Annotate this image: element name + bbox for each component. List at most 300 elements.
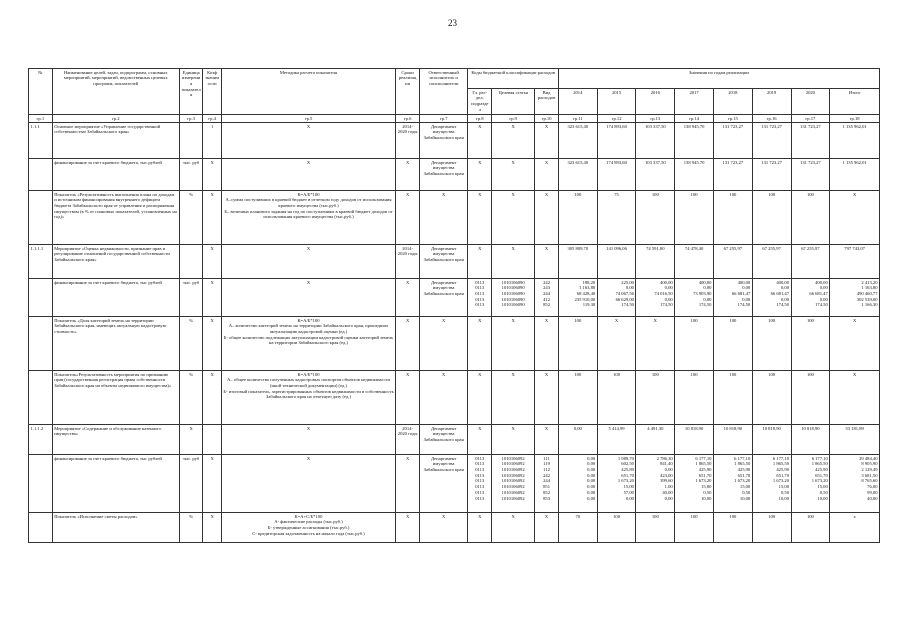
header-target-article: Целевая статья <box>492 89 535 115</box>
line-value: 2 786,30 <box>656 455 673 461</box>
col-number: гр.12 <box>597 115 636 123</box>
line-value: 651,70 <box>737 472 751 478</box>
line-value: 0,00 <box>664 466 673 472</box>
row-value: 100 <box>675 191 714 245</box>
row-value: 323 615,40 <box>558 123 597 159</box>
line-value: 400,00 <box>737 279 751 285</box>
row-total: X <box>830 191 880 245</box>
line-value: 10,00 <box>817 495 828 501</box>
line-value: 243 <box>543 285 550 291</box>
table-row <box>29 191 880 245</box>
value-list <box>675 279 714 317</box>
row-code: X <box>492 317 535 371</box>
line-value: 0,00 <box>587 478 596 484</box>
value-list <box>752 279 791 317</box>
method-line: Б– величина планового задания на год по поступлениям в краевой бюджет доходов от использования краевого имущества (тыс.руб.) <box>224 208 393 220</box>
code-list <box>492 455 535 513</box>
line-value: 76,00 <box>867 484 878 490</box>
line-value: 0,00 <box>664 285 673 291</box>
line-value: 602,50 <box>621 461 634 467</box>
value-list <box>791 455 830 513</box>
line-value: 0,00 <box>703 285 712 291</box>
row-value: 138 945,70 <box>675 123 714 159</box>
line-value: 852 <box>543 489 550 495</box>
row-value: 0,00 <box>558 425 597 455</box>
row-coef: X <box>203 317 221 371</box>
row-value: 100 <box>675 371 714 425</box>
row-responsible: X <box>419 513 467 543</box>
line-value: 0,00 <box>664 495 673 501</box>
line-value: 1010106092 <box>501 495 525 501</box>
line-value: 400,00 <box>815 279 828 285</box>
method-line: Б- итоговый показатель, зарегистрированных объектов недвижимости в собственность Забайкальского края на отчетную дату (ед.) <box>223 388 394 400</box>
line-value: 6 177,10 <box>811 455 828 461</box>
line-value: 111 <box>543 455 550 461</box>
table-row <box>29 123 880 159</box>
line-value: 10,00 <box>778 495 789 501</box>
row-code: X <box>535 191 559 245</box>
row-value: 100 <box>752 371 791 425</box>
line-value: 0,50 <box>742 489 751 495</box>
line-value: 0,00 <box>587 461 596 467</box>
row-number: 1.1.1.1 <box>29 245 53 279</box>
row-value: 100 <box>713 513 752 543</box>
line-value: 852 <box>543 302 550 308</box>
col-number: гр.14 <box>675 115 714 123</box>
row-value: 138 945,70 <box>675 159 714 191</box>
line-value: 0113 <box>475 489 485 495</box>
line-value: 242 <box>543 472 550 478</box>
table-row <box>29 455 880 513</box>
line-value: 1010106090 <box>501 290 525 296</box>
row-value: 10 818,90 <box>713 425 752 455</box>
line-value: 0113 <box>475 495 485 501</box>
row-terms: X <box>396 279 420 317</box>
line-value: 10,00 <box>701 495 712 501</box>
value-list <box>830 455 880 513</box>
row-value: 100 <box>597 513 636 543</box>
row-value: 100 <box>791 371 830 425</box>
line-value: 1010106090 <box>501 285 525 291</box>
line-value: 6 177,10 <box>734 455 751 461</box>
header-year: 2018 <box>713 89 752 115</box>
row-value: 131 723,27 <box>713 123 752 159</box>
line-value: 412 <box>543 296 550 302</box>
col-number: гр.3 <box>179 115 203 123</box>
row-value: 10 818,90 <box>791 425 830 455</box>
line-value: 0,00 <box>587 472 596 478</box>
row-method <box>221 317 396 371</box>
line-value: 174,50 <box>660 302 673 308</box>
row-method: X <box>221 123 396 159</box>
row-name: Мероприятие «Содержание и обслуживание казенного имущества» <box>52 425 179 455</box>
line-value: 651,70 <box>776 472 789 478</box>
line-value: 66 681,47 <box>809 290 828 296</box>
row-coef: X <box>203 279 221 317</box>
row-coef: X <box>203 513 221 543</box>
line-value: 0,00 <box>587 489 596 495</box>
line-value: 0,00 <box>587 484 596 490</box>
row-terms: 2014-2020 годы <box>396 123 420 159</box>
line-value: 8 765,60 <box>861 478 878 484</box>
row-code: X <box>535 317 559 371</box>
row-value: 131 723,27 <box>713 159 752 191</box>
line-value: 119,30 <box>582 302 596 308</box>
row-method: X <box>221 245 396 279</box>
line-value: 0,00 <box>819 285 828 291</box>
row-unit: % <box>179 513 203 543</box>
code-list <box>468 455 492 513</box>
row-code: X <box>468 317 492 371</box>
table-row <box>29 513 880 543</box>
row-code: X <box>468 425 492 455</box>
line-value: 0113 <box>475 478 485 484</box>
row-terms: X <box>396 371 420 425</box>
line-value: 0,00 <box>780 296 789 302</box>
line-value: 0,00 <box>587 495 596 501</box>
method-formula: К=А+С/Б*100 <box>294 513 323 519</box>
row-code: X <box>535 245 559 279</box>
line-value: 1 865,50 <box>772 461 789 467</box>
col-number: гр.1 <box>29 115 53 123</box>
value-list <box>713 279 752 317</box>
line-value: 0,00 <box>742 285 751 291</box>
line-value: 6 177,10 <box>695 455 712 461</box>
row-name: Основное мероприятие «Управление государственной собственностью Забайкальского края» <box>52 123 179 159</box>
row-value: 174 893,60 <box>597 159 636 191</box>
line-value: 1010106092 <box>501 472 525 478</box>
line-value: 174,50 <box>776 302 789 308</box>
row-value: 174 893,60 <box>597 123 636 159</box>
row-value: 5 414,99 <box>597 425 636 455</box>
row-value: 10 818,90 <box>675 425 714 455</box>
method-line: А– общее количество полученных кадастровых паспортов объектов недвижимости (иной технической документации) (ед.) <box>227 377 390 388</box>
code-list <box>492 279 535 317</box>
line-value: 15,00 <box>623 484 634 490</box>
table-row <box>29 317 880 371</box>
line-value: 1 865,50 <box>811 461 828 467</box>
col-number: гр.5 <box>221 115 396 123</box>
line-value: 174,50 <box>621 302 634 308</box>
line-value: 853 <box>543 495 550 501</box>
line-value: 6 177,10 <box>772 455 789 461</box>
row-unit: тыс. руб <box>179 279 203 317</box>
row-coef: X <box>203 371 221 425</box>
line-value: 0113 <box>475 279 485 285</box>
column-number-row <box>29 115 880 123</box>
line-value: 0113 <box>475 461 485 467</box>
line-value: 1010106092 <box>501 484 525 490</box>
row-code: X <box>492 245 535 279</box>
row-name: Показатель «Доля категорий земель на территории Забайкальского края, имеющих актуальную кадастровую стоимость» <box>52 317 179 371</box>
col-number: гр.17 <box>791 115 830 123</box>
row-unit: X <box>179 425 203 455</box>
row-coef: X <box>203 159 221 191</box>
table-row <box>29 279 880 317</box>
row-value: 100 <box>636 513 675 543</box>
row-value: 131 723,27 <box>752 123 791 159</box>
line-value: 851 <box>543 484 550 490</box>
line-value: 1010106090 <box>501 302 525 308</box>
line-value: 0113 <box>475 472 485 478</box>
line-value: 2 413,20 <box>861 279 878 285</box>
line-value: 1010106092 <box>501 489 525 495</box>
row-code: X <box>468 191 492 245</box>
line-value: 1,00 <box>664 484 673 490</box>
value-list <box>636 279 675 317</box>
row-value: 100 <box>636 191 675 245</box>
col-number: гр.7 <box>419 115 467 123</box>
line-value: 425,90 <box>776 466 789 472</box>
line-value: 0,00 <box>625 285 634 291</box>
row-number: 1.1.1.2 <box>29 425 53 455</box>
row-code: X <box>492 371 535 425</box>
row-terms: 2014-2020 годы <box>396 245 420 279</box>
header-no: № <box>29 69 53 115</box>
line-value: 400,00 <box>660 279 673 285</box>
line-value: 1 163,80 <box>579 285 596 291</box>
line-value: 0113 <box>475 484 485 490</box>
method-formula: К=А/Б*100 <box>297 191 320 197</box>
line-value: 1010106090 <box>501 296 525 302</box>
line-value: 0113 <box>475 290 485 296</box>
row-code: X <box>535 159 559 191</box>
col-number: гр.6 <box>396 115 420 123</box>
line-value: 40,00 <box>662 489 673 495</box>
row-total: 53 181,89 <box>830 425 880 455</box>
row-name: финансирование за счет краевого бюджета, тыс.рублей <box>52 159 179 191</box>
row-terms: X <box>396 191 420 245</box>
row-coef: X <box>203 191 221 245</box>
row-code: X <box>468 123 492 159</box>
value-list <box>597 455 636 513</box>
row-code: X <box>535 371 559 425</box>
page-number: 23 <box>448 18 457 28</box>
line-value: 0,00 <box>664 296 673 302</box>
row-value: X <box>636 317 675 371</box>
line-value: 15,00 <box>739 484 751 490</box>
row-code: X <box>468 159 492 191</box>
header-terms: Сроки реализации <box>396 69 420 115</box>
row-code: X <box>468 513 492 543</box>
line-value: 0,50 <box>819 489 828 495</box>
line-value: 119 <box>543 461 550 467</box>
table-row <box>29 159 880 191</box>
line-value: 66 629,00 <box>615 296 634 302</box>
row-method: X <box>221 279 396 317</box>
row-name: финансирование за счет краевого бюджета, тыс рублей <box>52 279 179 317</box>
line-value: 74 016,50 <box>654 290 673 296</box>
row-number: 1.1.1 <box>29 123 53 159</box>
line-value: 651,70 <box>621 472 634 478</box>
line-value: 425,90 <box>737 466 751 472</box>
line-value: 0113 <box>475 285 485 291</box>
col-number: гр.10 <box>535 115 559 123</box>
row-unit: % <box>179 371 203 425</box>
row-value: 100 <box>597 371 636 425</box>
method-line: А– количество категорий земель на территории Забайкальского края, прошедших актуализацию кадастровой оценки (ед.) <box>228 323 389 334</box>
method-line: Б- общее количество подлежащих актуализации кадастровой оценки категорий земель на территории Забайкальского края (ед.) <box>223 334 394 346</box>
line-value: 244 <box>543 478 550 484</box>
line-value: 0,00 <box>587 455 596 461</box>
row-value: 100 <box>713 371 752 425</box>
header-total: Итого <box>830 89 880 115</box>
row-responsible: X <box>419 317 467 371</box>
row-code: X <box>535 123 559 159</box>
row-method <box>221 371 396 425</box>
col-number: гр.2 <box>52 115 179 123</box>
row-value: 75 <box>597 191 636 245</box>
col-number: гр.8 <box>468 115 492 123</box>
row-value: X <box>597 317 636 371</box>
header-method: Методика расчета показателя <box>221 69 396 115</box>
value-list <box>713 455 752 513</box>
line-value: 0,00 <box>819 296 828 302</box>
row-terms: X <box>396 159 420 191</box>
line-value: 112 <box>543 466 550 472</box>
program-table <box>28 68 880 543</box>
row-method <box>221 191 396 245</box>
line-value: 0113 <box>475 455 485 461</box>
code-list <box>535 455 559 513</box>
row-method <box>221 513 396 543</box>
line-value: 1 865,50 <box>734 461 751 467</box>
row-name: Показатель «Результативность выполнения плана по доходам и источникам финансирования внутреннего дефицита бюджета Забайкальского края от управления и распоряжения имуществом (в % от плановых показателей, установленных на год)» <box>52 191 179 245</box>
line-value: 29 484,40 <box>859 455 878 461</box>
line-value: 0,00 <box>625 495 634 501</box>
value-list <box>830 279 880 317</box>
line-value: 15,00 <box>778 484 789 490</box>
row-value: 100 <box>752 317 791 371</box>
line-value: 74 067,56 <box>615 290 634 296</box>
line-value: 15,00 <box>701 484 712 490</box>
line-value: 0,00 <box>703 296 712 302</box>
row-value: 100 <box>636 371 675 425</box>
line-value: 40,00 <box>867 495 878 501</box>
row-code: X <box>468 371 492 425</box>
table-row <box>29 425 880 455</box>
line-value: 0113 <box>475 466 485 472</box>
row-code: X <box>468 245 492 279</box>
line-value: 1 673,20 <box>772 478 789 484</box>
header-year-values: Значения по годам реализации <box>558 69 879 89</box>
row-value: 103 337,50 <box>636 159 675 191</box>
row-method: X <box>221 425 396 455</box>
col-number: гр.4 <box>203 115 221 123</box>
row-code: X <box>492 123 535 159</box>
table-row <box>29 245 880 279</box>
row-value: 100 <box>713 317 752 371</box>
line-value: 3 681,50 <box>861 472 878 478</box>
row-value: 67 255,97 <box>713 245 752 279</box>
header-expense-type: Вид расходов <box>535 89 559 115</box>
line-value: 66 681,47 <box>770 290 789 296</box>
row-terms: 2014-2020 годы <box>396 425 420 455</box>
row-terms: X <box>396 317 420 371</box>
line-value: 2 129,49 <box>861 466 878 472</box>
line-value: 425,90 <box>815 466 828 472</box>
row-value: 4 491,30 <box>636 425 675 455</box>
line-value: 1 166,30 <box>861 302 878 308</box>
row-total: 1 135 962,01 <box>830 159 880 191</box>
row-method: X <box>221 455 396 513</box>
header-year: 2016 <box>636 89 675 115</box>
value-list <box>558 279 597 317</box>
line-value: 1010106092 <box>501 455 525 461</box>
row-total: X <box>830 371 880 425</box>
line-value: 1010106092 <box>501 461 525 467</box>
line-value: 1010106092 <box>501 466 525 472</box>
row-name: Показатель«Результативность мероприятия по признанию прав (государственная регистрация права собственности Забайкальского края на объекты недвижимого имущества)» <box>52 371 179 425</box>
row-responsible: X <box>419 371 467 425</box>
value-list <box>752 455 791 513</box>
line-value: 188,20 <box>582 279 596 285</box>
row-code: X <box>492 191 535 245</box>
row-coef <box>203 425 221 455</box>
header-year: 2017 <box>675 89 714 115</box>
value-list <box>636 455 675 513</box>
row-code: X <box>492 425 535 455</box>
line-value: 0,00 <box>742 296 751 302</box>
row-unit <box>179 245 203 279</box>
method-formula: К=А/Б*100 <box>297 371 320 377</box>
row-value: 103 337,50 <box>636 123 675 159</box>
line-value: 1 989,70 <box>617 455 634 461</box>
line-value: 174,50 <box>737 302 751 308</box>
row-value: 67 255,97 <box>791 245 830 279</box>
row-responsible: X <box>419 191 467 245</box>
row-name: Показатель «Исполнение сметы расходов» <box>52 513 179 543</box>
method-line: А- фактические расходы (тыс.руб.) <box>274 519 343 525</box>
line-value: 423,00 <box>660 472 673 478</box>
line-value: 1 673,20 <box>734 478 751 484</box>
col-number: гр.16 <box>752 115 791 123</box>
header-year: 2019 <box>752 89 791 115</box>
value-list <box>558 455 597 513</box>
table-row <box>29 371 880 425</box>
row-total: x <box>830 513 880 543</box>
row-value: 100 <box>558 317 597 371</box>
row-total: X <box>830 317 880 371</box>
line-value: 0,50 <box>780 489 789 495</box>
code-list <box>535 279 559 317</box>
row-total: 797 743,07 <box>830 245 880 279</box>
row-value: 10 818,90 <box>752 425 791 455</box>
row-responsible: Департамент имущества Забайкальского края <box>419 245 467 279</box>
line-value: 1 865,50 <box>695 461 712 467</box>
line-value: 490 460,77 <box>856 290 878 296</box>
line-value: 244 <box>543 290 550 296</box>
line-value: 174,50 <box>815 302 828 308</box>
col-number: гр.13 <box>636 115 675 123</box>
method-line: А–сумма поступивших в краевой бюджет в отчетном году доходов от использования краевого имущества (тыс.руб.) <box>225 197 392 208</box>
row-responsible: Департамент имущества Забайкальского края <box>419 455 467 513</box>
header-name: Наименование целей, задач, подпрограмм, основных мероприятий, мероприятий, ведомственных целевых программ, показателей <box>52 69 179 115</box>
row-value: 100 <box>675 513 714 543</box>
line-value: 225,00 <box>621 279 634 285</box>
col-number: гр.9 <box>492 115 535 123</box>
row-value: 70 <box>558 513 597 543</box>
row-value: 100 <box>558 371 597 425</box>
row-code: X <box>535 425 559 455</box>
line-value: 399,60 <box>660 478 673 484</box>
row-code: X <box>492 513 535 543</box>
row-total: 1 135 962,01 <box>830 123 880 159</box>
row-coef: 1 <box>203 123 221 159</box>
row-name: финансирование за счет краевого бюджета, тыс рублей <box>52 455 179 513</box>
row-value: 100 <box>791 191 830 245</box>
row-value: 100 <box>752 513 791 543</box>
